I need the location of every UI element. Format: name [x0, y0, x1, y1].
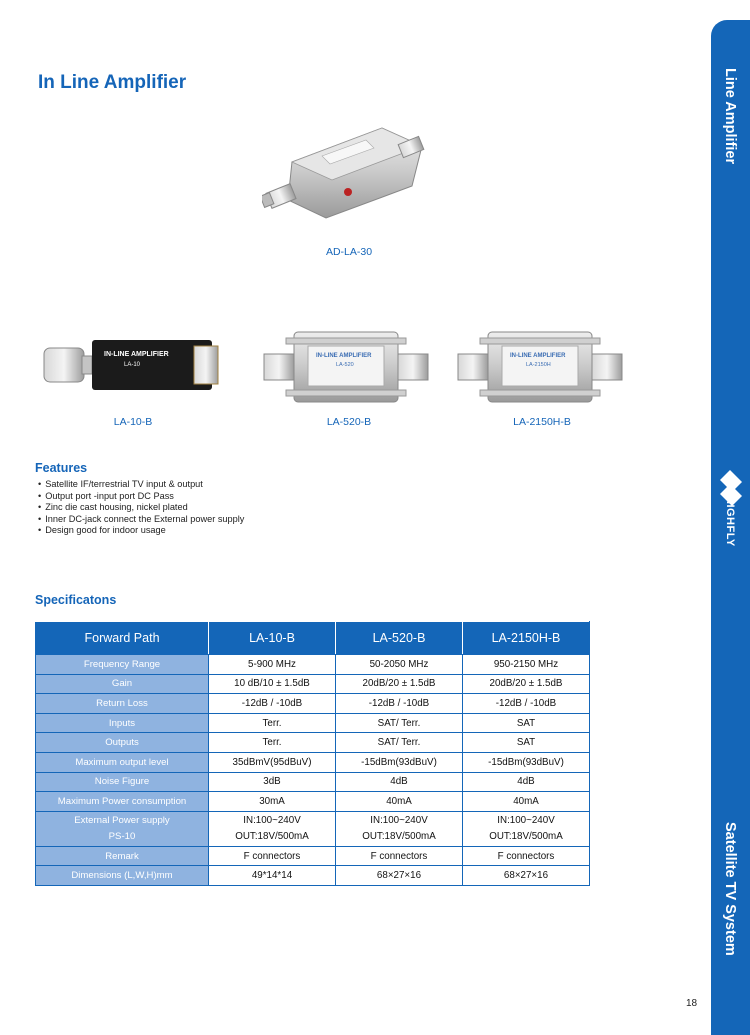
- table-row: [36, 655, 590, 675]
- table-cell: 68×27×16: [463, 866, 590, 886]
- row-label-line: External Power supply: [74, 814, 170, 826]
- page-title: In Line Amplifier: [38, 72, 187, 93]
- table-cell: -12dB / -10dB: [463, 694, 590, 714]
- product-caption-la-2150h-b: LA-2150H-B: [513, 416, 571, 428]
- table-cell: 68×27×16: [336, 866, 463, 886]
- product-caption-la-520-b: LA-520-B: [326, 416, 372, 428]
- table-row: [36, 713, 590, 733]
- row-label: Gain: [36, 674, 209, 694]
- table-cell: F connectors: [336, 846, 463, 866]
- table-row: [36, 792, 590, 812]
- features-title: Features: [35, 461, 88, 475]
- table-row: [36, 811, 590, 846]
- table-cell: 35dBmV(95dBuV): [209, 752, 336, 772]
- feature-item: • Output port -input port DC Pass: [38, 491, 244, 503]
- specifications-title: Specificatons: [35, 593, 117, 607]
- row-label: Outputs: [36, 733, 209, 753]
- table-cell: 20dB/20 ± 1.5dB: [463, 674, 590, 694]
- table-cell: Terr.: [209, 733, 336, 753]
- cell-line: OUT:18V/500mA: [362, 830, 436, 842]
- row-label: [36, 811, 209, 846]
- product-label-la-2150h-b: IN-LINE AMPLIFIER: [510, 353, 566, 359]
- table-cell: -15dBm(93dBuV): [336, 752, 463, 772]
- table-cell: 4dB: [336, 772, 463, 792]
- table-cell: 4dB: [463, 772, 590, 792]
- cell-line: OUT:18V/500mA: [235, 830, 309, 842]
- row-label: Return Loss: [36, 694, 209, 714]
- table-header-row: [36, 622, 590, 655]
- row-label: Frequency Range: [36, 655, 209, 675]
- row-label-line: PS-10: [108, 830, 136, 842]
- table-cell: 950-2150 MHz: [463, 655, 590, 675]
- table-cell: SAT/ Terr.: [336, 713, 463, 733]
- table-row: [36, 733, 590, 753]
- table-cell: SAT: [463, 733, 590, 753]
- product-label-la-520-b: IN-LINE AMPLIFIER: [316, 353, 372, 359]
- row-label: Inputs: [36, 713, 209, 733]
- table-cell: 40mA: [463, 792, 590, 812]
- cell-line: OUT:18V/500mA: [489, 830, 563, 842]
- product-image-la-520-b: [260, 330, 432, 404]
- side-label-bottom: Satellite TV System: [722, 822, 738, 956]
- table-cell: 3dB: [209, 772, 336, 792]
- header-la-520-b: LA-520-B: [336, 622, 463, 655]
- page-number: 18: [686, 998, 698, 1009]
- product-caption-ad-la-30: AD-LA-30: [325, 246, 373, 258]
- table-cell: SAT/ Terr.: [336, 733, 463, 753]
- product-model-la-10-b: LA-10: [124, 362, 141, 368]
- feature-item: • Zinc die cast housing, nickel plated: [38, 502, 244, 514]
- table-cell: 20dB/20 ± 1.5dB: [336, 674, 463, 694]
- row-label: Dimensions (L,W,H)mm: [36, 866, 209, 886]
- table-cell: F connectors: [463, 846, 590, 866]
- table-row: [36, 772, 590, 792]
- product-model-la-2150h-b: LA-2150H: [526, 362, 551, 368]
- product-caption-la-10-b: LA-10-B: [113, 416, 153, 428]
- table-row: [36, 846, 590, 866]
- row-label: Noise Figure: [36, 772, 209, 792]
- brand-name: HIGHFLY: [724, 496, 736, 547]
- feature-item: • Satellite IF/terrestrial TV input & output: [38, 479, 244, 491]
- table-cell: [463, 811, 590, 846]
- specifications-table: [35, 621, 590, 886]
- header-forward-path: Forward Path: [36, 622, 209, 655]
- table-cell: -12dB / -10dB: [336, 694, 463, 714]
- table-row: [36, 674, 590, 694]
- header-la-10-b: LA-10-B: [209, 622, 336, 655]
- cell-line: IN:100~240V: [370, 814, 428, 826]
- table-cell: 5-900 MHz: [209, 655, 336, 675]
- table-cell: -15dBm(93dBuV): [463, 752, 590, 772]
- product-label-la-10-b: IN-LINE AMPLIFIER: [104, 351, 169, 358]
- table-row: [36, 752, 590, 772]
- features-list: [38, 479, 244, 537]
- row-label: Remark: [36, 846, 209, 866]
- table-cell: 49*14*14: [209, 866, 336, 886]
- side-label-top: Line Amplifier: [722, 68, 738, 165]
- feature-item: • Design good for indoor usage: [38, 525, 244, 537]
- table-cell: 10 dB/10 ± 1.5dB: [209, 674, 336, 694]
- table-cell: [209, 811, 336, 846]
- table-cell: -12dB / -10dB: [209, 694, 336, 714]
- product-model-la-520-b: LA-520: [336, 362, 354, 368]
- table-cell: SAT: [463, 713, 590, 733]
- table-cell: Terr.: [209, 713, 336, 733]
- cell-line: IN:100~240V: [243, 814, 301, 826]
- product-image-la-10-b: [42, 336, 220, 394]
- header-la-2150h-b: LA-2150H-B: [463, 622, 590, 655]
- cell-line: IN:100~240V: [497, 814, 555, 826]
- product-image-la-2150h-b: [454, 330, 626, 404]
- table-cell: 30mA: [209, 792, 336, 812]
- product-image-ad-la-30: [262, 122, 438, 234]
- table-cell: 40mA: [336, 792, 463, 812]
- row-label: Maximum Power consumption: [36, 792, 209, 812]
- row-label: Maximum output level: [36, 752, 209, 772]
- table-cell: 50-2050 MHz: [336, 655, 463, 675]
- table-row: [36, 866, 590, 886]
- feature-item: • Inner DC-jack connect the External power supply: [38, 514, 244, 526]
- table-row: [36, 694, 590, 714]
- table-cell: F connectors: [209, 846, 336, 866]
- table-cell: [336, 811, 463, 846]
